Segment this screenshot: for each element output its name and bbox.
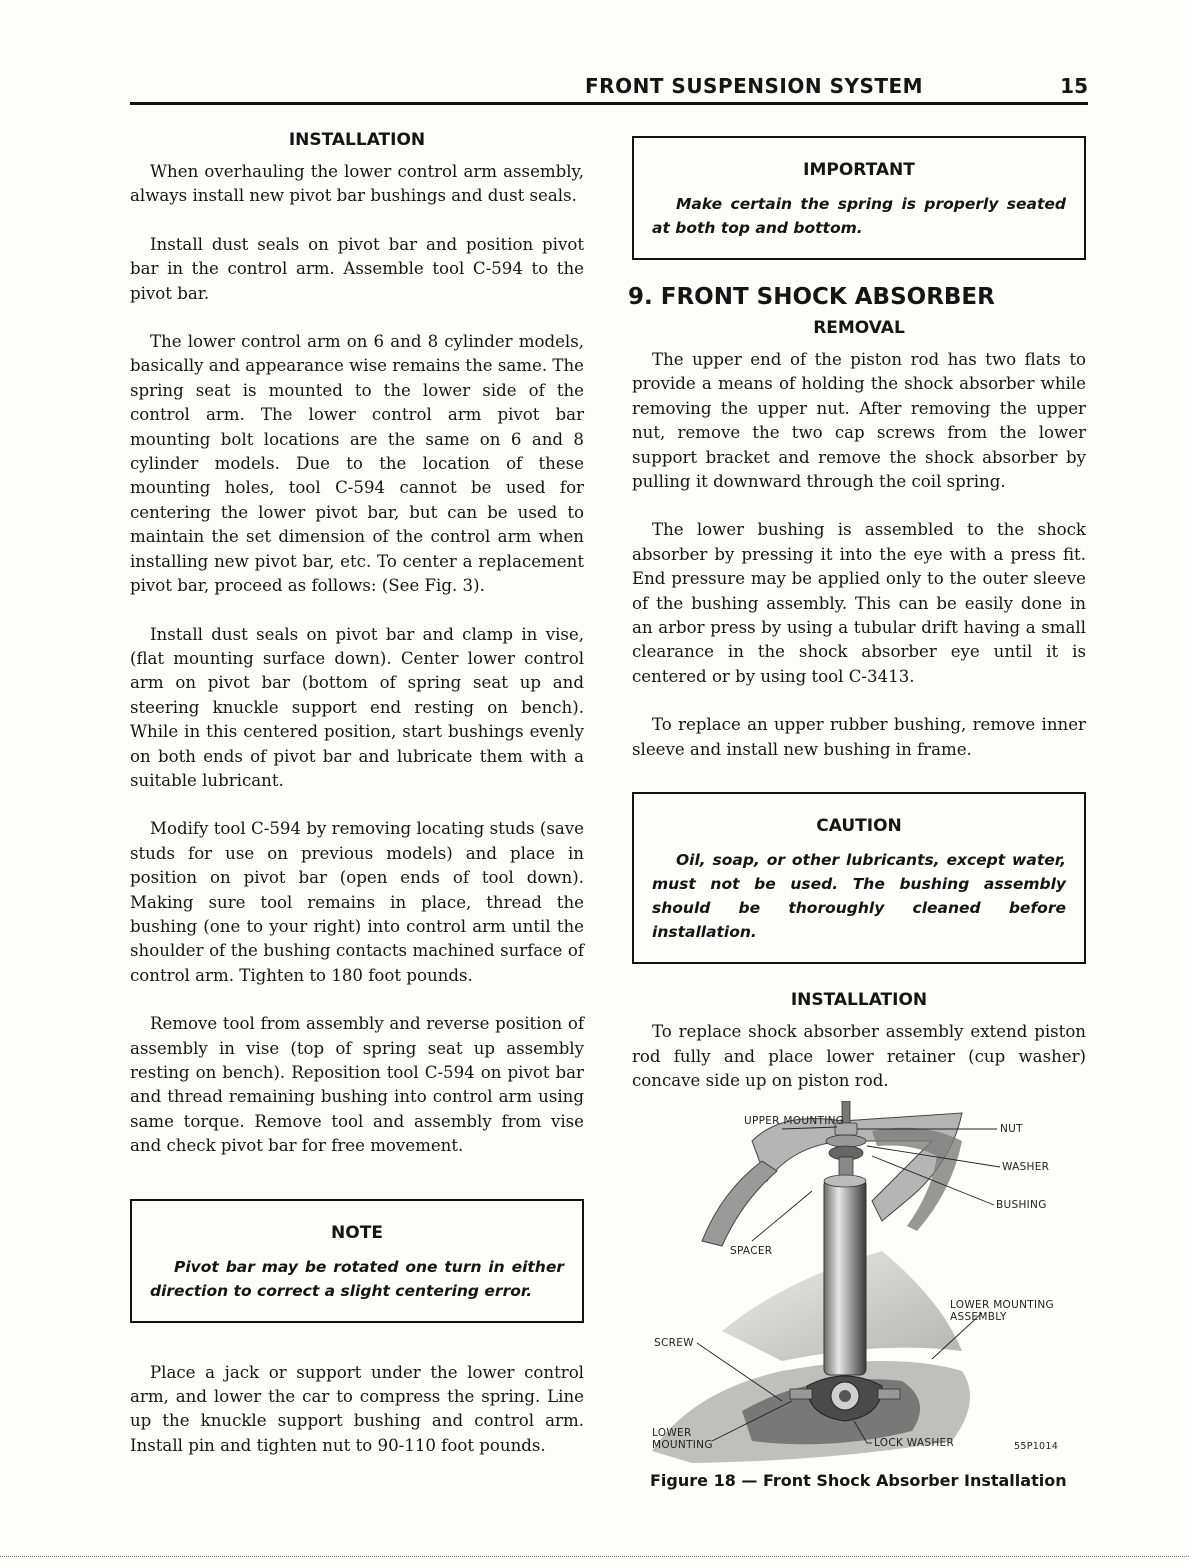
caution-box <box>632 792 1086 964</box>
removal-paragraph-3: To replace an upper rubber bushing, remove inner sleeve and install new bushing in frame. <box>632 715 1086 759</box>
left-paragraph-2: Install dust seals on pivot bar and position pivot bar in the control arm. Assemble tool C-594 to the pivot bar. <box>130 234 584 303</box>
left-paragraph-1: When overhauling the lower control arm assembly, always install new pivot bar bushings and dust seals. <box>130 162 584 206</box>
important-box <box>632 136 1086 260</box>
left-paragraph-5: Modify tool C-594 by removing locating studs (save studs for use on previous models) and place in position on pivot bar (open ends of tool down). Making sure tool remains in place, thread the bushing (one to your right) into control arm until the shoulder of the bushing contacts machined surface of control arm. Tighten to 180 foot pounds. <box>130 819 584 985</box>
caution-title: CAUTION <box>816 816 902 837</box>
caution-text: Oil, soap, or other lubricants, except water, must not be used. The bushing assembly should be thoroughly cleaned before installation. <box>652 851 1066 942</box>
note-title: NOTE <box>331 1222 383 1243</box>
left-paragraph-6: Remove tool from assembly and reverse position of assembly in vise (top of spring seat up assembly resting on bench). Reposition tool C-594 on pivot bar and thread remaining bushing into control arm using same torque. Remove tool and assembly from vise and check pivot bar for free movement. <box>130 1014 584 1156</box>
header-title: FRONT SUSPENSION SYSTEM <box>585 74 924 98</box>
page-header <box>130 70 1088 105</box>
label-lock-washer: LOCK WASHER <box>874 1437 955 1450</box>
removal-paragraph-1: The upper end of the piston rod has two flats to provide a means of holding the shock absorber while removing the upper nut. After removing the upper nut, remove the two cap screws from the lower support bracket and remove the shock absorber by pulling it downward through the coil spring. <box>632 350 1086 492</box>
installation-heading-right: INSTALLATION <box>790 990 928 1011</box>
left-final-paragraph: Place a jack or support under the lower control arm, and lower the car to compress the spring. Line up the knuckle support bushing and control arm. Install pin and tighten nut to 90-110 foot pounds. <box>130 1362 584 1455</box>
label-screw: SCREW <box>654 1337 694 1350</box>
installation-heading: INSTALLATION <box>288 130 426 150</box>
installation-paragraph: To replace shock absorber assembly extend piston rod fully and place lower retainer (cup washer) concave side up on piston rod. <box>632 1022 1086 1090</box>
label-bushing: BUSHING <box>996 1199 1047 1212</box>
left-paragraph-4: Install dust seals on pivot bar and clamp in vise, (flat mounting surface down). Center lower control arm on pivot bar (bottom of spring seat up and steering knuckle support end resting on bench). While in this centered position, start bushings evenly on both ends of pivot bar and lubricate them with a suitable lubricant. <box>130 624 584 790</box>
label-lower-mounting-assembly: LOWER MOUNTING ASSEMBLY <box>950 1299 1054 1324</box>
note-box <box>130 1199 584 1323</box>
removal-paragraph-2: The lower bushing is assembled to the shock absorber by pressing it into the eye with a press fit. End pressure may be applied only to the outer sleeve of the bushing assembly. This can be easily done in an arbor press by using a tubular drift having a small clearance in the shock absorber eye until it is centered or by using tool C-3413. <box>632 520 1086 686</box>
label-washer: WASHER <box>1002 1161 1050 1174</box>
bottom-rule <box>0 1556 1189 1557</box>
left-column <box>130 130 584 1482</box>
page-number: 15 <box>1060 74 1088 98</box>
section-title: 9. FRONT SHOCK ABSORBER <box>628 284 995 310</box>
important-title: IMPORTANT <box>803 160 915 180</box>
shock-absorber-figure <box>632 1101 1086 1469</box>
left-paragraph-3: The lower control arm on 6 and 8 cylinder models, basically and appearance wise remains the same. The spring seat is mounted to the lower side of the control arm. The lower control arm pivot bar mounting bolt locations are the same on 6 and 8 cylinder models. Due to the location of these mounting holes, tool C-594 cannot be used for centering the lower pivot bar, but can be used to maintain the set dimension of the control arm when installing new pivot bar, etc. To center a replacement pivot bar, proceed as follows: (See Fig. 3). <box>130 332 584 596</box>
note-text: Pivot bar may be rotated one turn in either direction to correct a slight centering error. <box>150 1257 564 1300</box>
important-text: Make certain the spring is properly seated at both top and bottom. <box>652 195 1066 237</box>
figure-code: 55P1014 <box>1014 1441 1059 1453</box>
figure-caption: Figure 18 — Front Shock Absorber Installation <box>650 1471 1067 1491</box>
label-upper-mounting: UPPER MOUNTING <box>744 1115 845 1128</box>
label-spacer: SPACER <box>730 1245 773 1258</box>
label-lower-mounting: LOWER MOUNTING <box>652 1427 713 1452</box>
removal-heading: REMOVAL <box>813 318 905 338</box>
right-column <box>628 130 1086 1491</box>
label-nut: NUT <box>1000 1123 1023 1136</box>
shock-absorber-illustration <box>632 1101 1086 1469</box>
